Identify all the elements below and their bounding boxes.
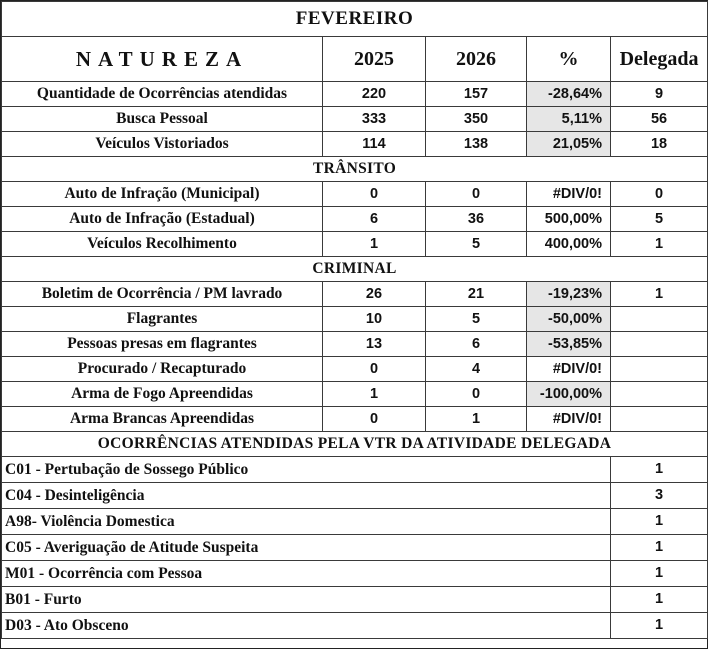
value-2025: 26 (323, 282, 426, 307)
value-delegada: 56 (611, 107, 708, 132)
report-title: FEVEREIRO (2, 2, 708, 37)
table-row (2, 207, 708, 232)
value-delegada (611, 382, 708, 407)
value-percent: -50,00% (527, 307, 611, 332)
value-percent: -28,64% (527, 82, 611, 107)
occurrence-count: 1 (611, 587, 708, 613)
table-row (2, 82, 708, 107)
header-natureza: NATUREZA (2, 37, 323, 82)
list-item (2, 535, 708, 561)
value-2025: 13 (323, 332, 426, 357)
value-2026: 4 (426, 357, 527, 382)
value-2026: 5 (426, 232, 527, 257)
value-2025: 6 (323, 207, 426, 232)
row-label: Auto de Infração (Estadual) (2, 207, 323, 232)
table-row (2, 407, 708, 432)
value-percent: -100,00% (527, 382, 611, 407)
value-percent: -53,85% (527, 332, 611, 357)
list-item (2, 587, 708, 613)
value-2026: 6 (426, 332, 527, 357)
value-delegada: 5 (611, 207, 708, 232)
table-row (2, 232, 708, 257)
value-delegada: 0 (611, 182, 708, 207)
list-item (2, 457, 708, 483)
section-title-ocorrencias: OCORRÊNCIAS ATENDIDAS PELA VTR DA ATIVIDADE DELEGADA (2, 432, 708, 457)
list-item (2, 509, 708, 535)
table-row (2, 332, 708, 357)
value-delegada (611, 307, 708, 332)
occurrence-count: 1 (611, 561, 708, 587)
occurrence-label: A98- Violência Domestica (2, 509, 611, 535)
value-2025: 220 (323, 82, 426, 107)
value-delegada (611, 332, 708, 357)
occurrence-label: C04 - Desinteligência (2, 483, 611, 509)
row-label: Auto de Infração (Municipal) (2, 182, 323, 207)
value-2025: 114 (323, 132, 426, 157)
row-label: Arma de Fogo Apreendidas (2, 382, 323, 407)
header-delegada: Delegada (611, 37, 708, 82)
value-delegada: 1 (611, 282, 708, 307)
value-2025: 1 (323, 382, 426, 407)
occurrence-count: 1 (611, 509, 708, 535)
row-label: Procurado / Recapturado (2, 357, 323, 382)
value-percent: #DIV/0! (527, 407, 611, 432)
list-item (2, 561, 708, 587)
table-row (2, 282, 708, 307)
value-percent: -19,23% (527, 282, 611, 307)
section-title-criminal: CRIMINAL (2, 257, 708, 282)
section-title-transito: TRÂNSITO (2, 157, 708, 182)
occurrence-count: 3 (611, 483, 708, 509)
value-2025: 1 (323, 232, 426, 257)
value-2026: 0 (426, 182, 527, 207)
value-delegada (611, 357, 708, 382)
header-2026: 2026 (426, 37, 527, 82)
value-2025: 333 (323, 107, 426, 132)
value-2025: 0 (323, 407, 426, 432)
row-label: Arma Brancas Apreendidas (2, 407, 323, 432)
occurrence-label: D03 - Ato Obsceno (2, 613, 611, 639)
value-2026: 157 (426, 82, 527, 107)
value-percent: 21,05% (527, 132, 611, 157)
occurrence-label: C05 - Averiguação de Atitude Suspeita (2, 535, 611, 561)
occurrence-count: 1 (611, 535, 708, 561)
header-percent: % (527, 37, 611, 82)
table-row (2, 357, 708, 382)
table-row (2, 107, 708, 132)
occurrence-label: M01 - Ocorrência com Pessoa (2, 561, 611, 587)
table-row (2, 307, 708, 332)
value-2025: 10 (323, 307, 426, 332)
list-item (2, 483, 708, 509)
row-label: Flagrantes (2, 307, 323, 332)
value-delegada: 1 (611, 232, 708, 257)
value-delegada: 18 (611, 132, 708, 157)
value-2025: 0 (323, 182, 426, 207)
row-label: Busca Pessoal (2, 107, 323, 132)
occurrence-label: C01 - Pertubação de Sossego Público (2, 457, 611, 483)
row-label: Boletim de Ocorrência / PM lavrado (2, 282, 323, 307)
value-2026: 350 (426, 107, 527, 132)
value-percent: 500,00% (527, 207, 611, 232)
row-label: Quantidade de Ocorrências atendidas (2, 82, 323, 107)
value-delegada: 9 (611, 82, 708, 107)
report-table (1, 1, 708, 639)
value-2026: 138 (426, 132, 527, 157)
table-row (2, 132, 708, 157)
list-item (2, 613, 708, 639)
value-percent: #DIV/0! (527, 357, 611, 382)
occurrence-count: 1 (611, 457, 708, 483)
row-label: Veículos Recolhimento (2, 232, 323, 257)
value-2026: 1 (426, 407, 527, 432)
value-delegada (611, 407, 708, 432)
value-percent: 400,00% (527, 232, 611, 257)
value-2026: 21 (426, 282, 527, 307)
value-2025: 0 (323, 357, 426, 382)
value-percent: 5,11% (527, 107, 611, 132)
table-row (2, 182, 708, 207)
value-2026: 5 (426, 307, 527, 332)
row-label: Pessoas presas em flagrantes (2, 332, 323, 357)
occurrence-label: B01 - Furto (2, 587, 611, 613)
occurrence-count: 1 (611, 613, 708, 639)
header-2025: 2025 (323, 37, 426, 82)
value-percent: #DIV/0! (527, 182, 611, 207)
value-2026: 36 (426, 207, 527, 232)
table-row (2, 382, 708, 407)
row-label: Veículos Vistoriados (2, 132, 323, 157)
value-2026: 0 (426, 382, 527, 407)
